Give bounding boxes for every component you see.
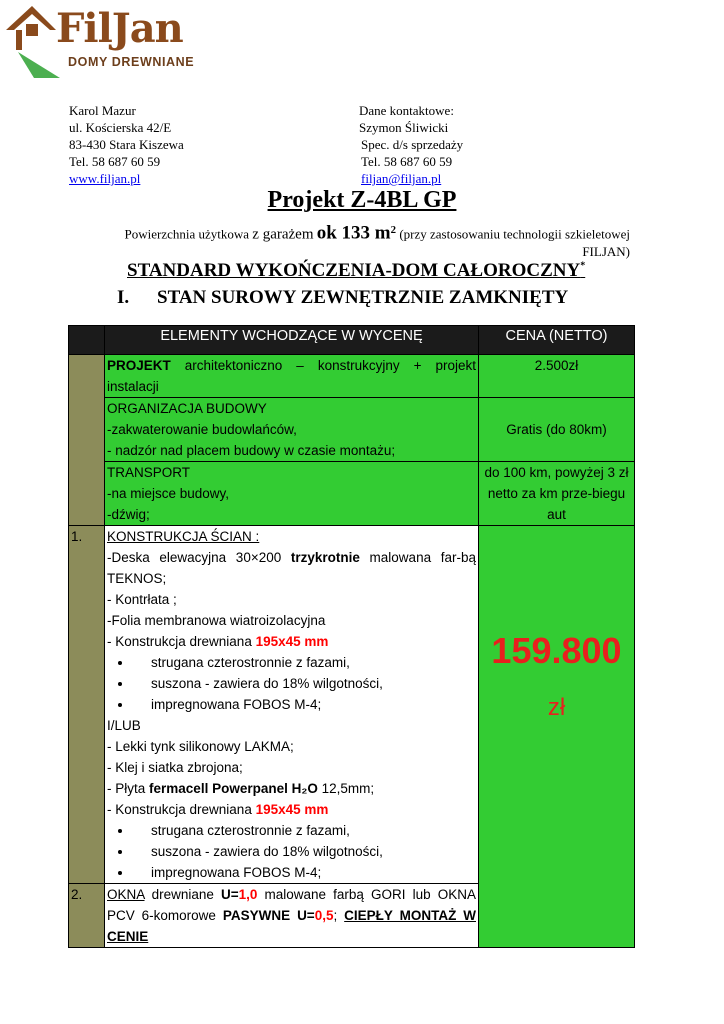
main-price-currency: zł [547, 693, 566, 721]
bullet-list-1 [107, 652, 476, 715]
table-row-organizacja [69, 398, 635, 462]
sales-role: Spec. d/s sprzedaży [361, 137, 464, 152]
okna-cell: OKNA drewniane U=1,0 malowane farbą GORI lub OKNA PCV 6-komorowe PASYWNE U=0,5; CIEPŁY MONTAŻ W CENIE [105, 884, 479, 948]
contact-right [359, 102, 463, 187]
transport-cell: TRANSPORT -na miejsce budowy, -dźwig; [105, 462, 479, 526]
website-link[interactable]: www.filjan.pl [69, 171, 141, 186]
section-heading: I. STAN SUROWY ZEWNĘTRZNIE ZAMKNIĘTY [117, 287, 569, 308]
list-item: • impregnowana FOBOS M-4; [133, 862, 476, 883]
organizacja-cell: ORGANIZACJA BUDOWY -zakwaterowanie budowlańców, - nadzór nad placem budowy w czasie montażu; [105, 398, 479, 462]
house-logo-icon [4, 2, 64, 78]
sciany-cell: KONSTRUKCJA ŚCIAN : -Deska elewacyjna 30×200 trzykrotnie malowana far-bą TEKNOS; - Kontrłata ; -Folia membranowa wiatroizolacyjna - Konstrukcja drewniana 195x45 mm • strugana czterostronnie z fazami, • suszona - zawiera do 18% wilgotności, • impregnowana FOBOS M-4; I/LUB - Lekki tynk silikonowy LAKMA; - Klej i siatka zbrojona; - Płyta fermacell Powerpanel H₂O 12,5mm; - Konstrukcja drewniana 195x45 mm • strugana czterostronnie z fazami, • suszona - zawiera do 18% wilgotności, • impregnowana FOBOS M-4; [105, 526, 479, 884]
project-title: Projekt Z-4BL GP [267, 187, 457, 213]
standard-heading: STANDARD WYKOŃCZENIA-DOM CAŁOROCZNY* [127, 260, 586, 281]
table-row-sciany [69, 526, 635, 884]
header-num-cell [69, 326, 105, 355]
header-items: ELEMENTY WCHODZĄCE W WYCENĘ [105, 326, 479, 355]
olive-num-cell [69, 355, 105, 526]
pricing-table [68, 325, 635, 948]
list-item: • strugana czterostronnie z fazami, [133, 820, 476, 841]
contact-name: Karol Mazur [69, 103, 136, 118]
list-item: • suszona - zawiera do 18% wilgotności, [133, 841, 476, 862]
contact-phone: Tel. 58 687 60 59 [69, 154, 161, 169]
list-item: • impregnowana FOBOS M-4; [133, 694, 476, 715]
projekt-price: 2.500zł [479, 355, 635, 398]
sales-phone: Tel. 58 687 60 59 [361, 154, 453, 169]
row-number-1: 1. [69, 526, 105, 884]
row-number-2: 2. [69, 884, 105, 948]
sales-name: Szymon Śliwicki [359, 120, 449, 135]
main-price-cell [479, 526, 635, 948]
list-item: • suszona - zawiera do 18% wilgotności, [133, 673, 476, 694]
filjan-logo [4, 2, 204, 78]
email-link[interactable]: filjan@filjan.pl [361, 171, 442, 186]
brand-name: FilJan [56, 5, 183, 52]
brand-subtitle: DOMY DREWNIANE [68, 55, 195, 69]
main-price-value: 159.800 [491, 629, 622, 671]
table-row-transport [69, 462, 635, 526]
contact-street: ul. Kościerska 42/E [69, 120, 172, 135]
bullet-list-2 [107, 820, 476, 883]
transport-price: do 100 km, powyżej 3 zł netto za km prze-biegu aut [479, 462, 635, 526]
projekt-cell: PROJEKT architektoniczno – konstrukcyjny + projekt instalacji [105, 355, 479, 398]
table-row-projekt [69, 355, 635, 398]
contact-city: 83-430 Stara Kiszewa [69, 137, 184, 152]
organizacja-price: Gratis (do 80km) [479, 398, 635, 462]
contact-left [69, 102, 184, 187]
area-line: Powierzchnia użytkowa z garażem ok 133 $m^2$ (przy zastosowaniu technologii szkieletowej FILJAN) [124, 222, 630, 260]
header-price: CENA (NETTO) [479, 326, 635, 355]
contact-heading: Dane kontaktowe: [359, 103, 454, 118]
list-item: • strugana czterostronnie z fazami, [133, 652, 476, 673]
